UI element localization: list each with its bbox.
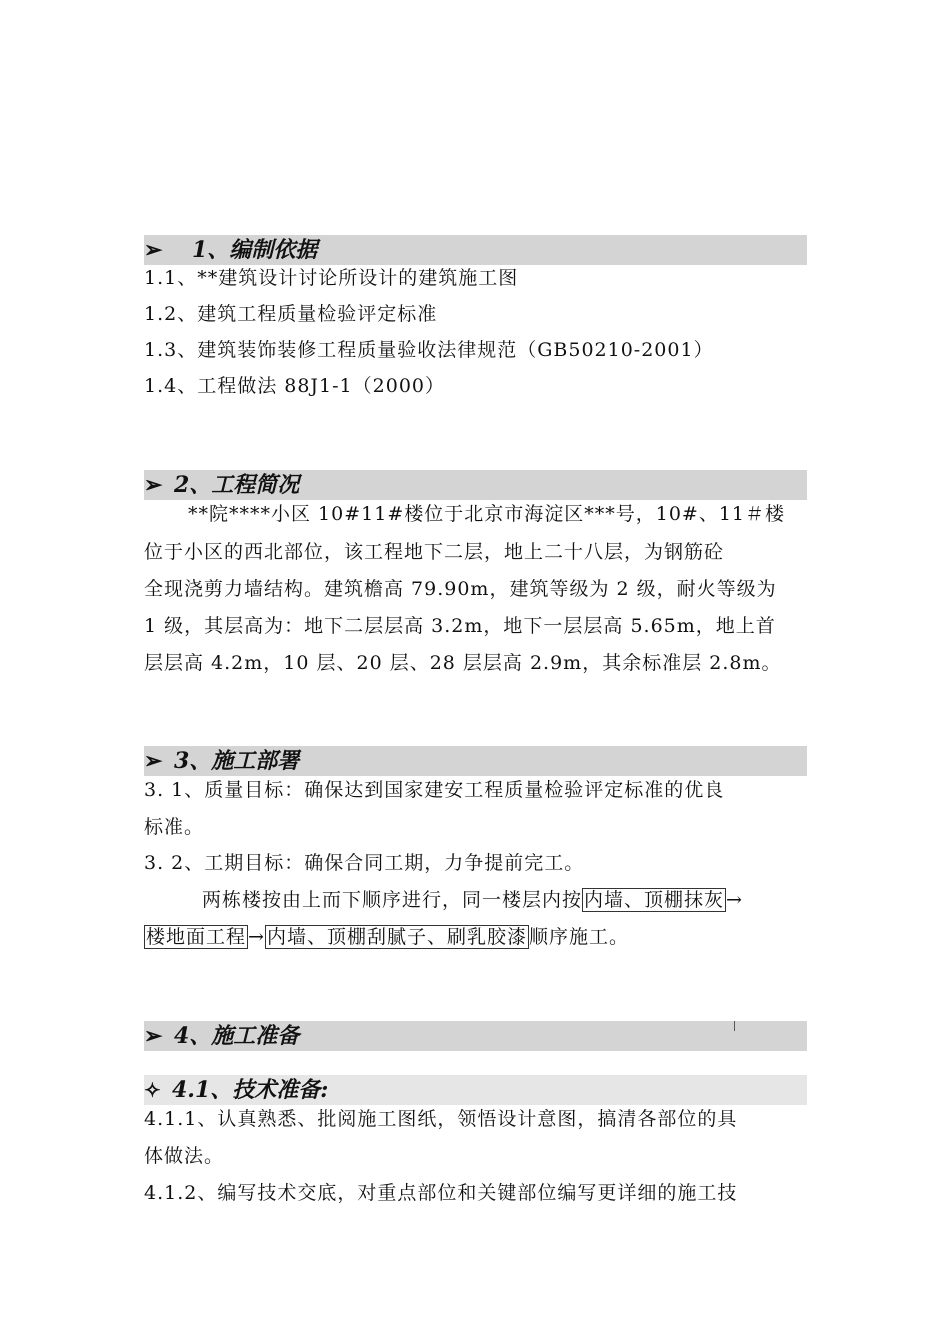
paragraph-line: 4.1.2、编写技术交底，对重点部位和关键部位编写更详细的施工技: [144, 1182, 738, 1204]
section-1-title: 1、编制依据: [192, 237, 318, 263]
list-item: 1.4、工程做法 88J1-1（2000）: [144, 375, 445, 397]
paragraph-line: 层层高 4.2m，10 层、20 层、28 层层高 2.9m，其余标准层 2.8m。: [144, 652, 782, 674]
right-arrow-icon: →: [248, 926, 265, 948]
sequence-suffix: 顺序施工。: [528, 926, 629, 948]
paragraph-line: 标准。: [144, 816, 205, 838]
paragraph-line: 4.1.1、认真熟悉、批阅施工图纸，领悟设计意图，搞清各部位的具: [144, 1108, 738, 1130]
section-4-title: 4、施工准备: [174, 1023, 300, 1049]
paragraph-line: 3. 2、工期目标：确保合同工期，力争提前完工。: [144, 852, 585, 874]
paragraph-line: **院****小区 10#11#楼位于北京市海淀区***号，10#、11＃楼: [188, 503, 786, 525]
section-1-heading: [144, 235, 807, 265]
paragraph-line: 1 级，其层高为：地下二层层高 3.2m，地下一层层高 5.65m，地上首: [144, 615, 776, 637]
section-2-heading: [144, 470, 807, 500]
sequence-line: [144, 925, 807, 949]
sequence-box-floor: 楼地面工程: [146, 926, 247, 948]
right-arrow-icon: →: [726, 889, 743, 911]
cursor-mark: [734, 1021, 735, 1031]
arrow-bullet-icon: ➢: [144, 1023, 163, 1049]
sequence-line: [144, 888, 807, 912]
sequence-prefix: 两栋楼按由上而下顺序进行，同一楼层内按: [202, 889, 583, 911]
section-3-title: 3、施工部署: [174, 748, 300, 774]
paragraph-line: 3. 1、质量目标：确保达到国家建安工程质量检验评定标准的优良: [144, 779, 725, 801]
list-item: 1.1、**建筑设计讨论所设计的建筑施工图: [144, 267, 519, 289]
list-item: 1.3、建筑装饰装修工程质量验收法律规范（GB50210-2001）: [144, 339, 714, 361]
diamond-bullet-icon: ✧: [144, 1078, 161, 1102]
section-3-heading: [144, 746, 807, 776]
arrow-bullet-icon: ➢: [144, 472, 163, 498]
sequence-box-putty-paint: 内墙、顶棚刮腻子、刷乳胶漆: [266, 926, 527, 948]
list-item: 1.2、建筑工程质量检验评定标准: [144, 303, 438, 325]
paragraph-line: 位于小区的西北部位，该工程地下二层，地上二十八层，为钢筋砼: [144, 541, 725, 563]
subsection-4-1-heading: [144, 1075, 807, 1105]
subsection-4-1-title: 4.1、技术准备:: [172, 1077, 329, 1103]
section-4-heading: [144, 1021, 807, 1051]
section-2-title: 2、工程简况: [174, 472, 300, 498]
sequence-box-plaster: 内墙、顶棚抹灰: [584, 889, 725, 911]
paragraph-line: 全现浇剪力墙结构。建筑檐高 79.90m，建筑等级为 2 级，耐火等级为: [144, 578, 777, 600]
document-page: [144, 0, 807, 1344]
arrow-bullet-icon: ➢: [144, 748, 163, 774]
paragraph-line: 体做法。: [144, 1145, 225, 1167]
arrow-bullet-icon: ➢: [144, 237, 163, 263]
